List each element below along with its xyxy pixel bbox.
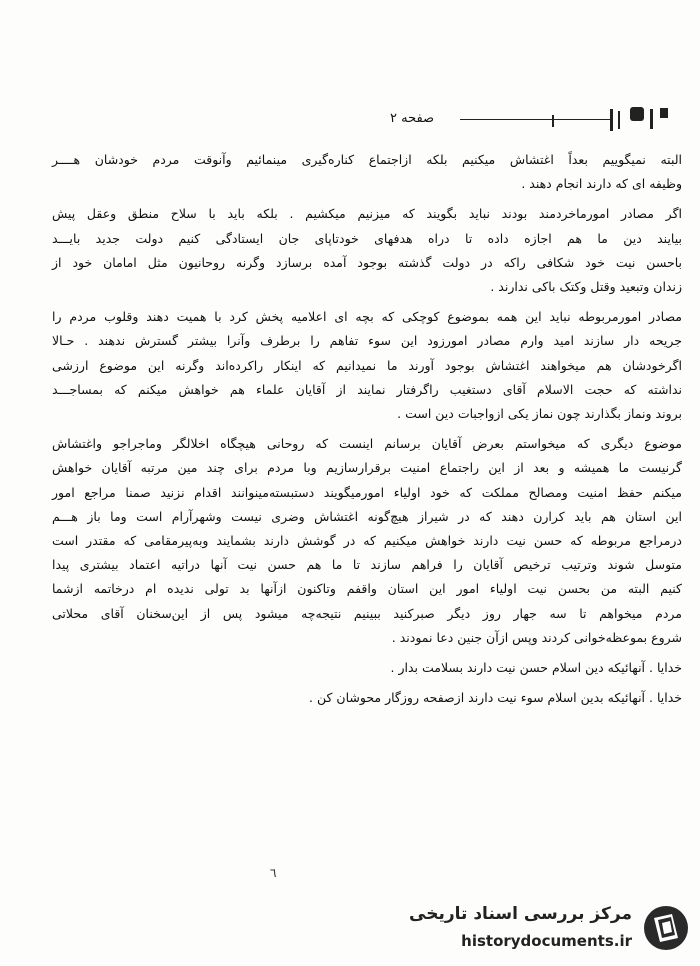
- watermark-stamp: [402, 898, 694, 960]
- text-line: خدایا . آنهائیکه دین اسلام حسن نیت دارند بسلامت بدار .: [390, 660, 682, 676]
- text-line: اگر مصادر امورماخردمند بودند نباید بگویند که میزنیم میکشیم . بلکه باید با سلاح منطق وعقل پیش: [52, 206, 682, 222]
- text-line: جریحه دار سازند امید وارم مصادر امورزود این سوء تفاهم را برطرف وآنرا بیشتر گسترش ندهند . حـالا: [52, 333, 682, 349]
- text-line: اگرخودشان هم میخواهند اغتشاش بوجود آورند ما نمیدانیم که اینکار راکرده‌اند وگرنه این موضوع ارزشی: [52, 357, 682, 373]
- letter-body: [52, 148, 682, 710]
- archive-logo-icon: [642, 904, 690, 952]
- text-line: شروع بموعظه‌خوانی کردند وپس ازآن جنین دعا نمودند .: [391, 629, 682, 645]
- text-line: وظیفه ای که دارند انجام دهند .: [521, 176, 682, 192]
- paragraph-3: [52, 305, 682, 426]
- page-header: [380, 103, 680, 143]
- text-line: گرنیست ما همیشه و بعد از این راجتماع امنیت برقرارسازیم وبا مردم برای چند مین مرتبه آقایان خواهش: [52, 460, 682, 476]
- text-line: موضوع دیگری که میخواستم بعرض آقایان برسانم اینست که روحانی هیچگاه اخلالگر وماجراجو واغتشاش: [52, 436, 682, 452]
- text-line: میکنم حفظ امنیت ومصالح مملکت که خود اولیاء امورمیگویند دستبسته‌مینوانند اقدام نزنید صمنا مراجع امور: [52, 484, 682, 500]
- watermark-url: historydocuments.ir: [461, 932, 632, 950]
- paragraph-2: [52, 202, 682, 299]
- prayer-1: [52, 656, 682, 680]
- text-line: درمراجع مربوطه که حسن نیت دارند خواهش میکنیم که در گوشش دارند بشمایند وبه‌پیرمقامی که مقتدر است: [52, 533, 682, 549]
- text-line: نداشته که حجت الاسلام آقای دستغیب راگرفتار نمایند از آقایان علماء هم خواهش میکنم که بمساجـــد: [52, 381, 682, 397]
- prayer-2: [52, 686, 682, 710]
- redaction-mark: [460, 105, 670, 133]
- text-line: باحسن نیت خود شکافی راکه در دولت گذشته بوجود آمده برسازد وگرنه روحانیون مثل امامان خود از: [52, 254, 682, 270]
- text-line: مردم میخواهم تا سه جهار روز دیگر صبرکنید ببینیم نتیجه‌چه میشود پس از این‌سخنان آقای محلاتی: [52, 605, 682, 621]
- text-line: این استان هم باید کرارن دهند که در شیراز هیچ‌گونه اغتشاش وضری نیست وشهرآرام است وما باز هـــم: [52, 508, 682, 524]
- paragraph-1: [52, 148, 682, 196]
- text-line: مصادر امورمربوطه نباید این همه بموضوع کوچکی که بچه ای اعلامیه پخش کرد با همیت دهند وقلوب مردم را: [52, 309, 682, 325]
- text-line: متوسل شوند وترتیب ترخیص آقایان را فراهم سازند تا ما هم حسن نیت آنها دراتیه اعتماد بیشتری پیدا: [52, 557, 682, 573]
- paragraph-4: [52, 432, 682, 650]
- watermark-title: مرکز بررسی اسناد تاریخی: [409, 904, 632, 924]
- text-line: زندان وتبعید وقتل وکتک باکی ندارند .: [490, 279, 682, 295]
- text-line: خدایا . آنهائیکه بدین اسلام سوء نیت دارند ازصفحه روزگار محوشان کن .: [309, 690, 682, 706]
- stray-mark: ٦: [270, 866, 277, 880]
- text-line: کنیم البته من بحسن نیت اولیاء امور این استان واقفم وتاکنون ازآنها بد تولی ندیده ام درخاتمه ازشما: [52, 581, 682, 597]
- text-line: بروند ونماز بگذارند چون نماز یکی ازواجبات دین است .: [397, 406, 682, 422]
- text-line: البته نمیگوییم بعداً اغتشاش میکنیم بلکه ازاجتماع کناره‌گیری مینمائیم وآنوقت مردم خودشان هــــر: [52, 152, 682, 167]
- text-line: بیایند دین ما هم اجازه داده تا دراه هدفهای خودتاپای جان ایستادگی کنیم دولت جدید بایـــد: [52, 230, 682, 246]
- page-number-label: صفحه ۲: [390, 111, 435, 126]
